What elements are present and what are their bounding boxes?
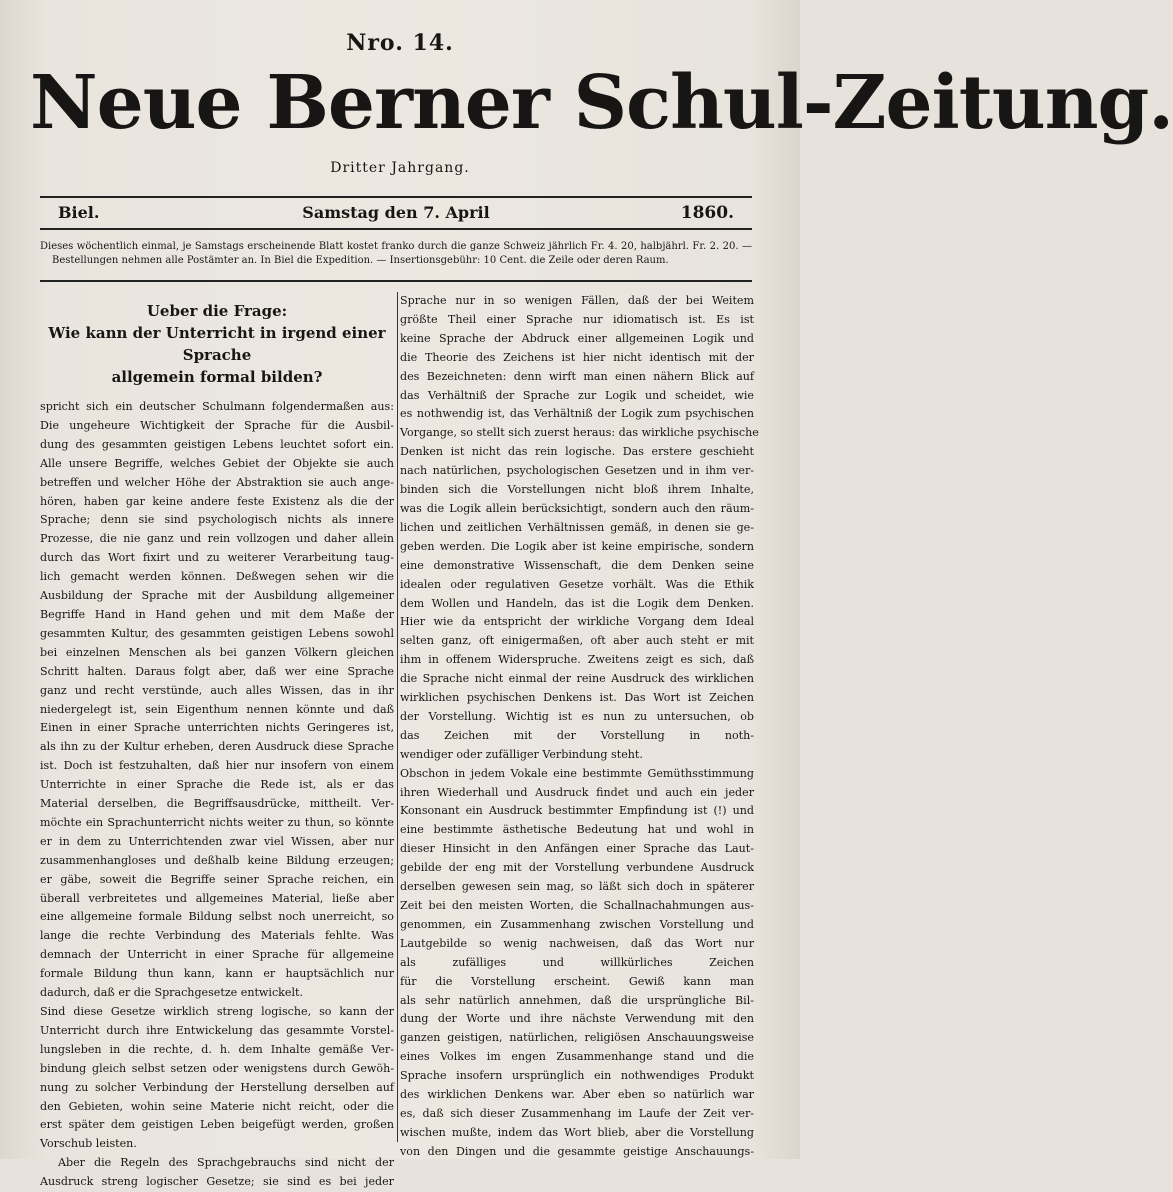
text-line: Ausdruck streng logischer Gesetze; sie sind es bei jeder	[40, 1175, 394, 1189]
text-line: des wirklichen Denkens war. Aber eben so natürlich war	[400, 1088, 754, 1102]
text-line: ihren Wiederhall und Ausdruck findet und auch ein jeder	[400, 785, 754, 799]
question-line: Wie kann der Unterricht in irgend einer Sprache	[48, 324, 386, 364]
text-line: gesammten Kultur, des gesammten geistigen Lebens sowohl	[40, 626, 394, 640]
issue-date: Samstag den 7. April	[302, 203, 490, 222]
text-line: es nothwendig ist, das Verhältniß der Logik zum psychischen	[400, 407, 754, 421]
text-line: das Zeichen mit der Vorstellung in noth-	[400, 728, 754, 742]
text-line: ist. Doch ist festzuhalten, daß hier nur insofern von einem	[40, 759, 394, 773]
text-line: Aber die Regeln des Sprachgebrauchs sind nicht der	[58, 1156, 394, 1170]
text-line: demnach der Unterricht in einer Sprache für allgemeine	[40, 948, 394, 962]
issue-city: Biel.	[58, 203, 100, 222]
text-line: dung der Worte und ihre nächste Verwendung mit den	[400, 1012, 754, 1026]
text-line: genommen, ein Zusammenhang zwischen Vorstellung und	[400, 917, 754, 931]
left-column-text	[40, 398, 394, 1192]
text-line: ganzen geistigen, natürlichen, religiösen Anschauungsweise	[400, 1031, 754, 1045]
text-line: Konsonant ein Ausdruck bestimmter Empfindung ist (!) und	[400, 804, 754, 818]
text-line: des Bezeichneten: denn wirft man einen nähern Blick auf	[400, 369, 754, 383]
issue-year: 1860.	[680, 203, 734, 223]
text-line: eine bestimmte ästhetische Bedeutung hat und wohl in	[400, 823, 754, 837]
text-line: dieser Hinsicht in den Anfängen einer Sprache das Laut-	[400, 842, 754, 856]
article-columns	[40, 292, 759, 1189]
text-line: Sprache nur in so wenigen Fällen, daß der bei Weitem	[400, 294, 754, 307]
text-line: spricht sich ein deutscher Schulmann folgendermaßen aus:	[40, 400, 394, 413]
text-line: Obschon in jedem Vokale eine bestimmte Gemüthsstimmung	[400, 766, 754, 780]
text-line: Sprache insofern ursprünglich ein nothwendiges Produkt	[400, 1069, 754, 1083]
text-line: formale Bildung thun kann, kann er hauptsächlich nur	[40, 967, 394, 981]
text-line: bindung gleich selbst setzen oder wenigstens durch Gewöh-	[40, 1061, 394, 1075]
text-line: eine allgemeine formale Bildung selbst noch unerreicht, so	[40, 910, 394, 924]
text-line: als sehr natürlich annehmen, daß die ursprüngliche Bil-	[400, 993, 754, 1007]
text-line: betreffen und welcher Höhe der Abstraktion sie auch ange-	[40, 475, 394, 489]
text-line: die Sprache nicht einmal der reine Ausdruck des wirklichen	[400, 672, 754, 686]
text-line: er in dem zu Unterrichtenden zwar viel Wissen, aber nur	[40, 834, 394, 848]
text-line: nach natürlichen, psychologischen Gesetzen und in ihm ver-	[400, 464, 754, 478]
text-line: wischen mußte, indem das Wort blieb, aber die Vorstellung	[400, 1125, 754, 1139]
text-line: selten ganz, oft einigermaßen, oft aber auch steht er mit	[400, 634, 754, 648]
text-line: dadurch, daß er die Sprachgesetze entwickelt.	[40, 986, 304, 1000]
text-line: Schritt halten. Daraus folgt aber, daß wer eine Sprache	[40, 664, 394, 678]
text-line: größte Theil einer Sprache nur idiomatisch ist. Es ist	[400, 312, 754, 326]
text-line: erst später dem geistigen Leben beigefügt werden, großen	[40, 1118, 394, 1132]
text-line: lichen und zeitlichen Verhältnissen gemäß, in denen sie ge-	[400, 520, 754, 534]
text-line: ganz und recht verstünde, auch alles Wissen, das in ihr	[40, 683, 394, 697]
column-divider	[397, 292, 398, 1142]
text-line: Sprache; denn sie sind psychologisch nichts als innere	[40, 513, 394, 527]
text-line: eine demonstrative Wissenschaft, die dem Denken seine	[400, 558, 754, 572]
text-line: Hier wie da entspricht der wirkliche Vorgang dem Ideal	[400, 615, 754, 629]
text-line: den Gebieten, wohin seine Materie nicht reicht, oder die	[40, 1099, 394, 1113]
text-line: für die Vorstellung erscheint. Gewiß kann man	[400, 974, 754, 988]
text-line: binden sich die Vorstellungen nicht bloß ihrem Inhalte,	[400, 483, 754, 497]
text-line: Einen in einer Sprache unterrichten nichts Geringeres ist,	[40, 721, 394, 735]
text-line: zusammenhangloses und deßhalb keine Bildung erzeugen;	[40, 853, 394, 867]
notice-line: Dieses wöchentlich einmal, je Samstags erscheinende Blatt kostet franko durch die ganze Schweiz jährlich Fr. 4. 20, halbjährl. Fr. 2. 20. —	[40, 241, 752, 252]
text-line: der Vorstellung. Wichtig ist es nun zu untersuchen, ob	[400, 709, 754, 723]
text-line: eines Volkes im engen Zusammenhange stand und die	[400, 1050, 754, 1064]
text-line: Sind diese Gesetze wirklich streng logische, so kann der	[40, 1005, 394, 1018]
text-line: bei einzelnen Menschen als bei ganzen Völkern gleichen	[40, 645, 394, 659]
text-line: dung des gesammten geistigen Lebens leuchtet sofort ein.	[40, 437, 394, 451]
text-line: keine Sprache der Abdruck einer allgemeinen Logik und	[400, 331, 754, 345]
text-line: idealen oder regulativen Gesetze vorhält. Was die Ethik	[400, 577, 754, 591]
text-line: Denken ist nicht das rein logische. Das erstere geschieht	[400, 445, 754, 459]
text-line: nung zu solcher Verbindung der Herstellung derselben auf	[40, 1080, 394, 1094]
notice-line: Bestellungen nehmen alle Postämter an. In Biel die Expedition. — Insertionsgebühr: 10 Cent. die Zeile oder deren Raum.	[52, 255, 669, 266]
newspaper-masthead: Neue Berner Schul-Zeitung.	[30, 60, 1173, 146]
volume-label: Dritter Jahrgang.	[330, 160, 470, 176]
question-line: allgemein formal bilden?	[111, 368, 323, 386]
text-line: es, daß sich dieser Zusammenhang im Laufe der Zeit ver-	[400, 1106, 754, 1120]
text-line: gebilde der eng mit der Vorstellung verbundene Ausdruck	[400, 861, 754, 875]
text-line: Lautgebilde so wenig nachweisen, daß das Wort nur	[400, 936, 754, 950]
text-line: ihm in offenem Widerspruche. Zweitens zeigt es sich, daß	[400, 653, 754, 667]
text-line: überall verbreitetes und allgemeines Material, ließe aber	[40, 891, 394, 905]
text-line: er gäbe, soweit die Begriffe seiner Sprache reichen, ein	[40, 872, 394, 886]
text-line: was die Logik allein berücksichtigt, sondern auch den räum-	[400, 501, 754, 515]
text-line: Die ungeheure Wichtigkeit der Sprache für die Ausbil-	[40, 418, 394, 432]
text-line: Material derselben, die Begriffsausdrücke, mittheilt. Ver-	[40, 797, 394, 811]
subscription-notice	[40, 240, 752, 282]
dateline-bar	[40, 196, 752, 230]
right-column-text	[400, 292, 759, 1158]
text-line: Vorschub leisten.	[40, 1137, 137, 1151]
text-line: hören, haben gar keine andere feste Existenz als die der	[40, 494, 394, 508]
text-line: als ihn zu der Kultur erheben, deren Ausdruck diese Sprache	[40, 740, 394, 754]
text-line: Prozesse, die nie ganz und rein vollzogen und daher allein	[40, 532, 394, 546]
text-line: geben werden. Die Logik aber ist keine empirische, sondern	[400, 539, 754, 553]
text-line: Zeit bei den meisten Worten, die Schallnachahmungen aus-	[400, 899, 754, 912]
text-line: das Verhältniß der Sprache zur Logik und scheidet, wie	[400, 388, 754, 402]
text-line: wirklichen psychischen Denkens ist. Das Wort ist Zeichen	[400, 691, 754, 705]
text-line: derselben gewesen sein mag, so läßt sich doch in späterer	[400, 880, 754, 894]
text-line: als zufälliges und willkürliches Zeichen	[400, 955, 754, 969]
issue-number: Nro. 14.	[346, 30, 454, 56]
text-line: dem Wollen und Handeln, das ist die Logik dem Denken.	[400, 596, 754, 610]
text-line: Begriffe Hand in Hand gehen und mit dem Maße der	[40, 607, 394, 621]
left-column	[40, 292, 394, 1189]
article-question	[40, 322, 394, 388]
text-line: wendiger oder zufälliger Verbindung steht.	[400, 747, 643, 761]
text-line: Unterrichte in einer Sprache die Rede ist, als er das	[40, 778, 394, 792]
text-line: möchte ein Sprachunterricht nichts weiter zu thun, so könnte	[40, 815, 394, 829]
text-line: Vorgange, so stellt sich zuerst heraus: das wirkliche psychische	[400, 426, 759, 440]
text-line: Unterricht durch ihre Entwickelung das gesammte Vorstel-	[40, 1023, 394, 1037]
text-line: lich gemacht werden können. Deßwegen sehen wir die	[40, 570, 394, 584]
text-line: lange die rechte Verbindung des Materials fehlte. Was	[40, 929, 394, 943]
article-title: Ueber die Frage:	[146, 302, 288, 320]
text-line: niedergelegt ist, sein Eigenthum nennen könnte und daß	[40, 702, 394, 716]
text-line: Alle unsere Begriffe, welches Gebiet der Objekte sie auch	[40, 456, 394, 470]
text-line: durch das Wort fixirt und zu weiterer Verarbeitung taug-	[40, 551, 394, 565]
text-line: von den Dingen und die gesammte geistige Anschauungs-	[400, 1144, 754, 1158]
text-line: die Theorie des Zeichens ist hier nicht identisch mit der	[400, 350, 754, 364]
text-line: lungsleben in die rechte, d. h. dem Inhalte gemäße Ver-	[40, 1042, 394, 1056]
text-line: Ausbildung der Sprache mit der Ausbildung allgemeiner	[40, 589, 394, 603]
